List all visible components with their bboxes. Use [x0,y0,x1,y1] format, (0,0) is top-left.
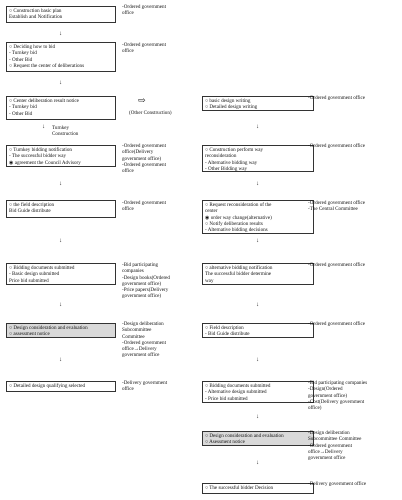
text-line: -Ordered government [122,143,166,149]
right-box-request-reconsideration [202,200,314,234]
text-line: government office) [122,293,162,300]
left-box-field-description [6,200,116,218]
text-line: Subcommittee [122,327,152,334]
text-line: ○ Notify deliberation results [205,220,263,227]
text-line: ○ Bidding documents submitted [9,265,75,271]
text-line: way [205,277,214,284]
right-note-6 [308,380,367,411]
left-box-basic-plan [6,6,116,23]
arrow-down: ↓ [256,302,259,308]
text-line: ○ alternative bidding notification [205,265,273,271]
text-line: - Turnkey bid [9,104,37,111]
arrow-down: ↓ [256,414,259,420]
text-line: office [122,48,134,55]
right-box-successful-bidder [202,483,314,494]
text-line: -Ordered government office [308,143,366,149]
text-line: ○ Turnkey bidding notification [9,147,72,153]
arrow-down: ↓ [59,238,62,244]
text-line: -Ordered government office [308,321,366,327]
text-line: ○ the field description [9,202,55,208]
text-line: office [122,10,134,17]
text-line: office→Delivery [122,346,157,353]
left-note-4 [122,143,166,174]
text-line: -Ordered government [122,4,166,10]
text-line: ○ assessment notice [9,331,50,338]
text-line: ○ Field description [205,325,244,331]
text-line: office [122,168,134,175]
left-note-6 [122,262,170,300]
text-line: -Ordered government [122,161,166,168]
left-note-7 [122,321,166,359]
arrow-down: ↓ [256,357,259,363]
text-line: - Bid Guide distribute [205,331,250,338]
right-note-1 [308,95,365,101]
right-box-alternative-notification [202,263,314,285]
left-box-qualifying-selected [6,381,116,392]
text-line: office [122,386,134,393]
text-line: -Design deliberation [308,430,350,436]
text-line: government office [308,455,346,462]
right-note-3 [308,200,365,213]
text-line: - Basic design submitted [9,271,60,278]
right-box-reconsideration [202,145,314,172]
left-note-1 [122,4,166,17]
right-note-8 [308,481,366,487]
left-box-deliberation-result [6,96,116,120]
text-line: government office) [122,280,162,287]
text-line: -Ordered government [122,339,166,346]
text-line: office→Delivery [308,448,343,455]
text-line: -Ordered government [122,200,166,206]
text-line: -Ordered government [308,442,352,449]
text-line: -Ordered government [122,42,166,48]
text-line: ○ Request reconsideration of the [205,202,272,208]
text-line: ○ Construction perform way [205,147,264,153]
text-line: - Price bid submitted [205,395,248,402]
text-line: ○ Center deliberation result notice [9,98,79,104]
text-line: - Other Bidding way [205,165,248,172]
right-note-5 [308,321,365,327]
text-line: ○ Design consideration and evaluation [9,325,88,331]
text-line: - The successful bidder way [9,153,67,160]
text-line: ◉ order way change(alternative) [205,214,272,221]
left-box-bid-method [6,42,116,72]
text-line: - Other Bid [9,110,33,117]
text-line: ○ Asessment notice [205,439,245,446]
text-line: office [122,206,134,213]
left-box-design-evaluation [6,323,116,338]
text-line: -Ordered government office [308,262,366,268]
right-box-bidding-documents [202,381,314,403]
left-note-2 [122,42,166,55]
text-line: -Delivery government [122,380,168,386]
text-line: ○ Deciding how to bid [9,44,56,50]
arrow-down: ↓ [59,357,62,363]
other-construction-label: (Other Construction) [129,110,172,116]
text-line: - Alternative design submitted [205,389,267,396]
text-line: Bid Guide distribute [9,208,51,215]
text-line: -Bid participating [122,262,159,268]
text-line: office) [308,405,322,412]
arrow-down: ↓ [59,31,62,37]
right-box-design-writing [202,96,314,111]
text-line: ○ Construction basic plan [9,8,62,14]
right-note-2 [308,143,365,149]
text-line: ○ Design consideration and evaluation [205,433,284,439]
text-line: government office) [308,392,348,399]
text-line: -The Central Committee [308,206,358,213]
text-line: -Ordered government office [308,200,366,206]
text-line: Committee [122,333,145,340]
text-line: center [205,208,218,215]
arrow-down: ↓ [256,124,259,130]
text-line: The successful bidder determine [205,271,272,278]
arrow-down: ↓ [256,238,259,244]
left-note-8 [122,380,167,393]
text-line: Construction [52,131,79,138]
text-line: reconsideration [205,153,237,160]
text-line: - Turnkey bid [9,50,37,57]
text-line: government office [122,352,160,359]
text-line: -Delivery government office [308,481,367,487]
text-line: ○ Detailed design writing [205,104,258,111]
left-box-bidding-documents [6,263,116,285]
text-line: government office) [122,155,162,162]
right-note-7 [308,430,361,461]
text-line: - Alternative bidding way [205,159,258,166]
text-line: -Design books(Ordered [122,274,170,281]
text-line: -Ordered government office [308,95,366,101]
arrow-down: ↓ [59,302,62,308]
arrow-down: ↓ [256,460,259,466]
text-line: - Other Bid [9,56,33,63]
text-line: Subcommittee Committee [308,436,362,443]
left-note-5 [122,200,166,213]
text-line: -Cost(Delivery government [308,398,365,405]
arrow-down: ↓ [59,80,62,86]
text-line: ○ The successful bidder Decision [205,485,274,491]
text-line: companies [122,268,144,275]
text-line: Establish and Notification [9,14,63,21]
text-line: office(Delivery [122,149,154,156]
arrow-down: ↓ [256,181,259,187]
right-box-field-description [202,323,314,338]
text-line: - Alternative bidding decisions [205,227,268,234]
text-line: ○ basic design writing [205,98,251,104]
text-line: ○ Request the center of deliberations [9,62,85,69]
right-note-4 [308,262,365,268]
left-box-turnkey-notification [6,145,116,167]
turnkey-construction-label [52,125,78,138]
text-line: ◉ agreement the Council Advisory [9,159,81,166]
arrow-right: ⇨ [138,95,146,105]
arrow-down: ↓ [42,124,45,130]
arrow-down: ↓ [59,181,62,187]
text-line: -Bid participating companies [308,380,368,386]
text-line: ○ Bidding documents submitted [205,383,271,389]
text-line: Price bid submitted [9,277,49,284]
text-line: -Design deliberation [122,321,164,327]
text-line: ○ Detailed design qualifying selected [9,383,86,389]
text-line: Turnkey [52,125,70,131]
text-line: -Price papers(Delivery [122,287,169,294]
right-box-design-evaluation [202,431,314,446]
text-line: -Design(Ordered [308,386,343,393]
